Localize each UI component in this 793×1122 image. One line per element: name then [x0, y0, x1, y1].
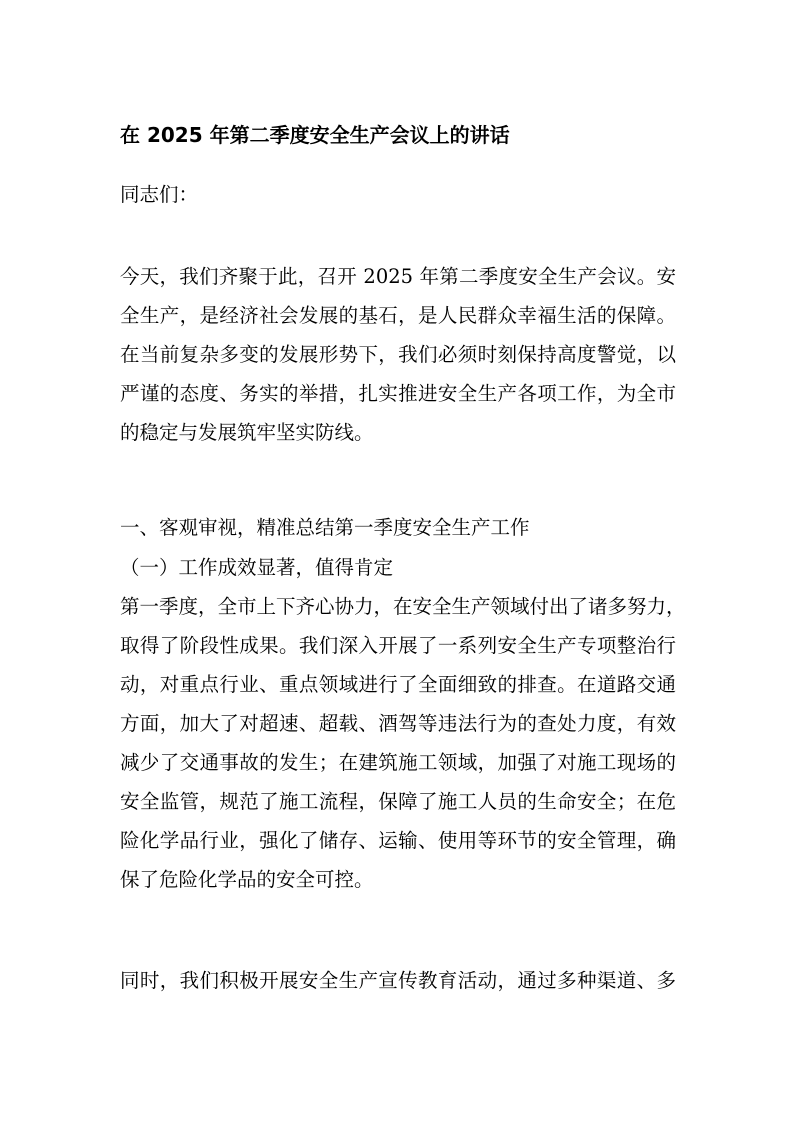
intro-line-2: 全生产，是经济社会发展的基石，是人民群众幸福生活的保障。: [120, 304, 676, 327]
intro-line-5: 的稳定与发展筑牢坚实防线。: [120, 421, 374, 444]
intro-line-1: 今天，我们齐聚于此，召开 2025 年第二季度安全生产会议。安: [120, 265, 676, 288]
document-title: 在 2025 年第二季度安全生产会议上的讲话: [120, 123, 510, 147]
paragraph2-line-1: 同时，我们积极开展安全生产宣传教育活动，通过多种渠道、多: [120, 969, 676, 992]
paragraph1-line-4: 方面，加大了对超速、超载、酒驾等违法行为的查处力度，有效: [120, 712, 676, 735]
paragraph1-line-2: 取得了阶段性成果。我们深入开展了一系列安全生产专项整治行: [120, 634, 676, 657]
paragraph1-line-3: 动，对重点行业、重点领域进行了全面细致的排查。在道路交通: [120, 673, 676, 696]
paragraph1-line-5: 减少了交通事故的发生；在建筑施工领域，加强了对施工现场的: [120, 751, 676, 774]
intro-line-3: 在当前复杂多变的发展形势下，我们必须时刻保持高度警觉，以: [120, 343, 676, 366]
section-heading-1: 一、客观审视，精准总结第一季度安全生产工作: [120, 516, 530, 539]
intro-line-4: 严谨的态度、务实的举措，扎实推进安全生产各项工作，为全市: [120, 382, 676, 405]
paragraph1-line-1: 第一季度，全市上下齐心协力，在安全生产领域付出了诸多努力，: [120, 595, 686, 618]
subsection-heading-1: （一）工作成效显著，值得肯定: [120, 556, 394, 579]
paragraph1-line-8: 保了危险化学品的安全可控。: [120, 868, 374, 891]
greeting: 同志们：: [120, 183, 199, 206]
paragraph1-line-7: 险化学品行业，强化了储存、运输、使用等环节的安全管理，确: [120, 829, 676, 852]
paragraph1-line-6: 安全监管，规范了施工流程，保障了施工人员的生命安全；在危: [120, 790, 676, 813]
